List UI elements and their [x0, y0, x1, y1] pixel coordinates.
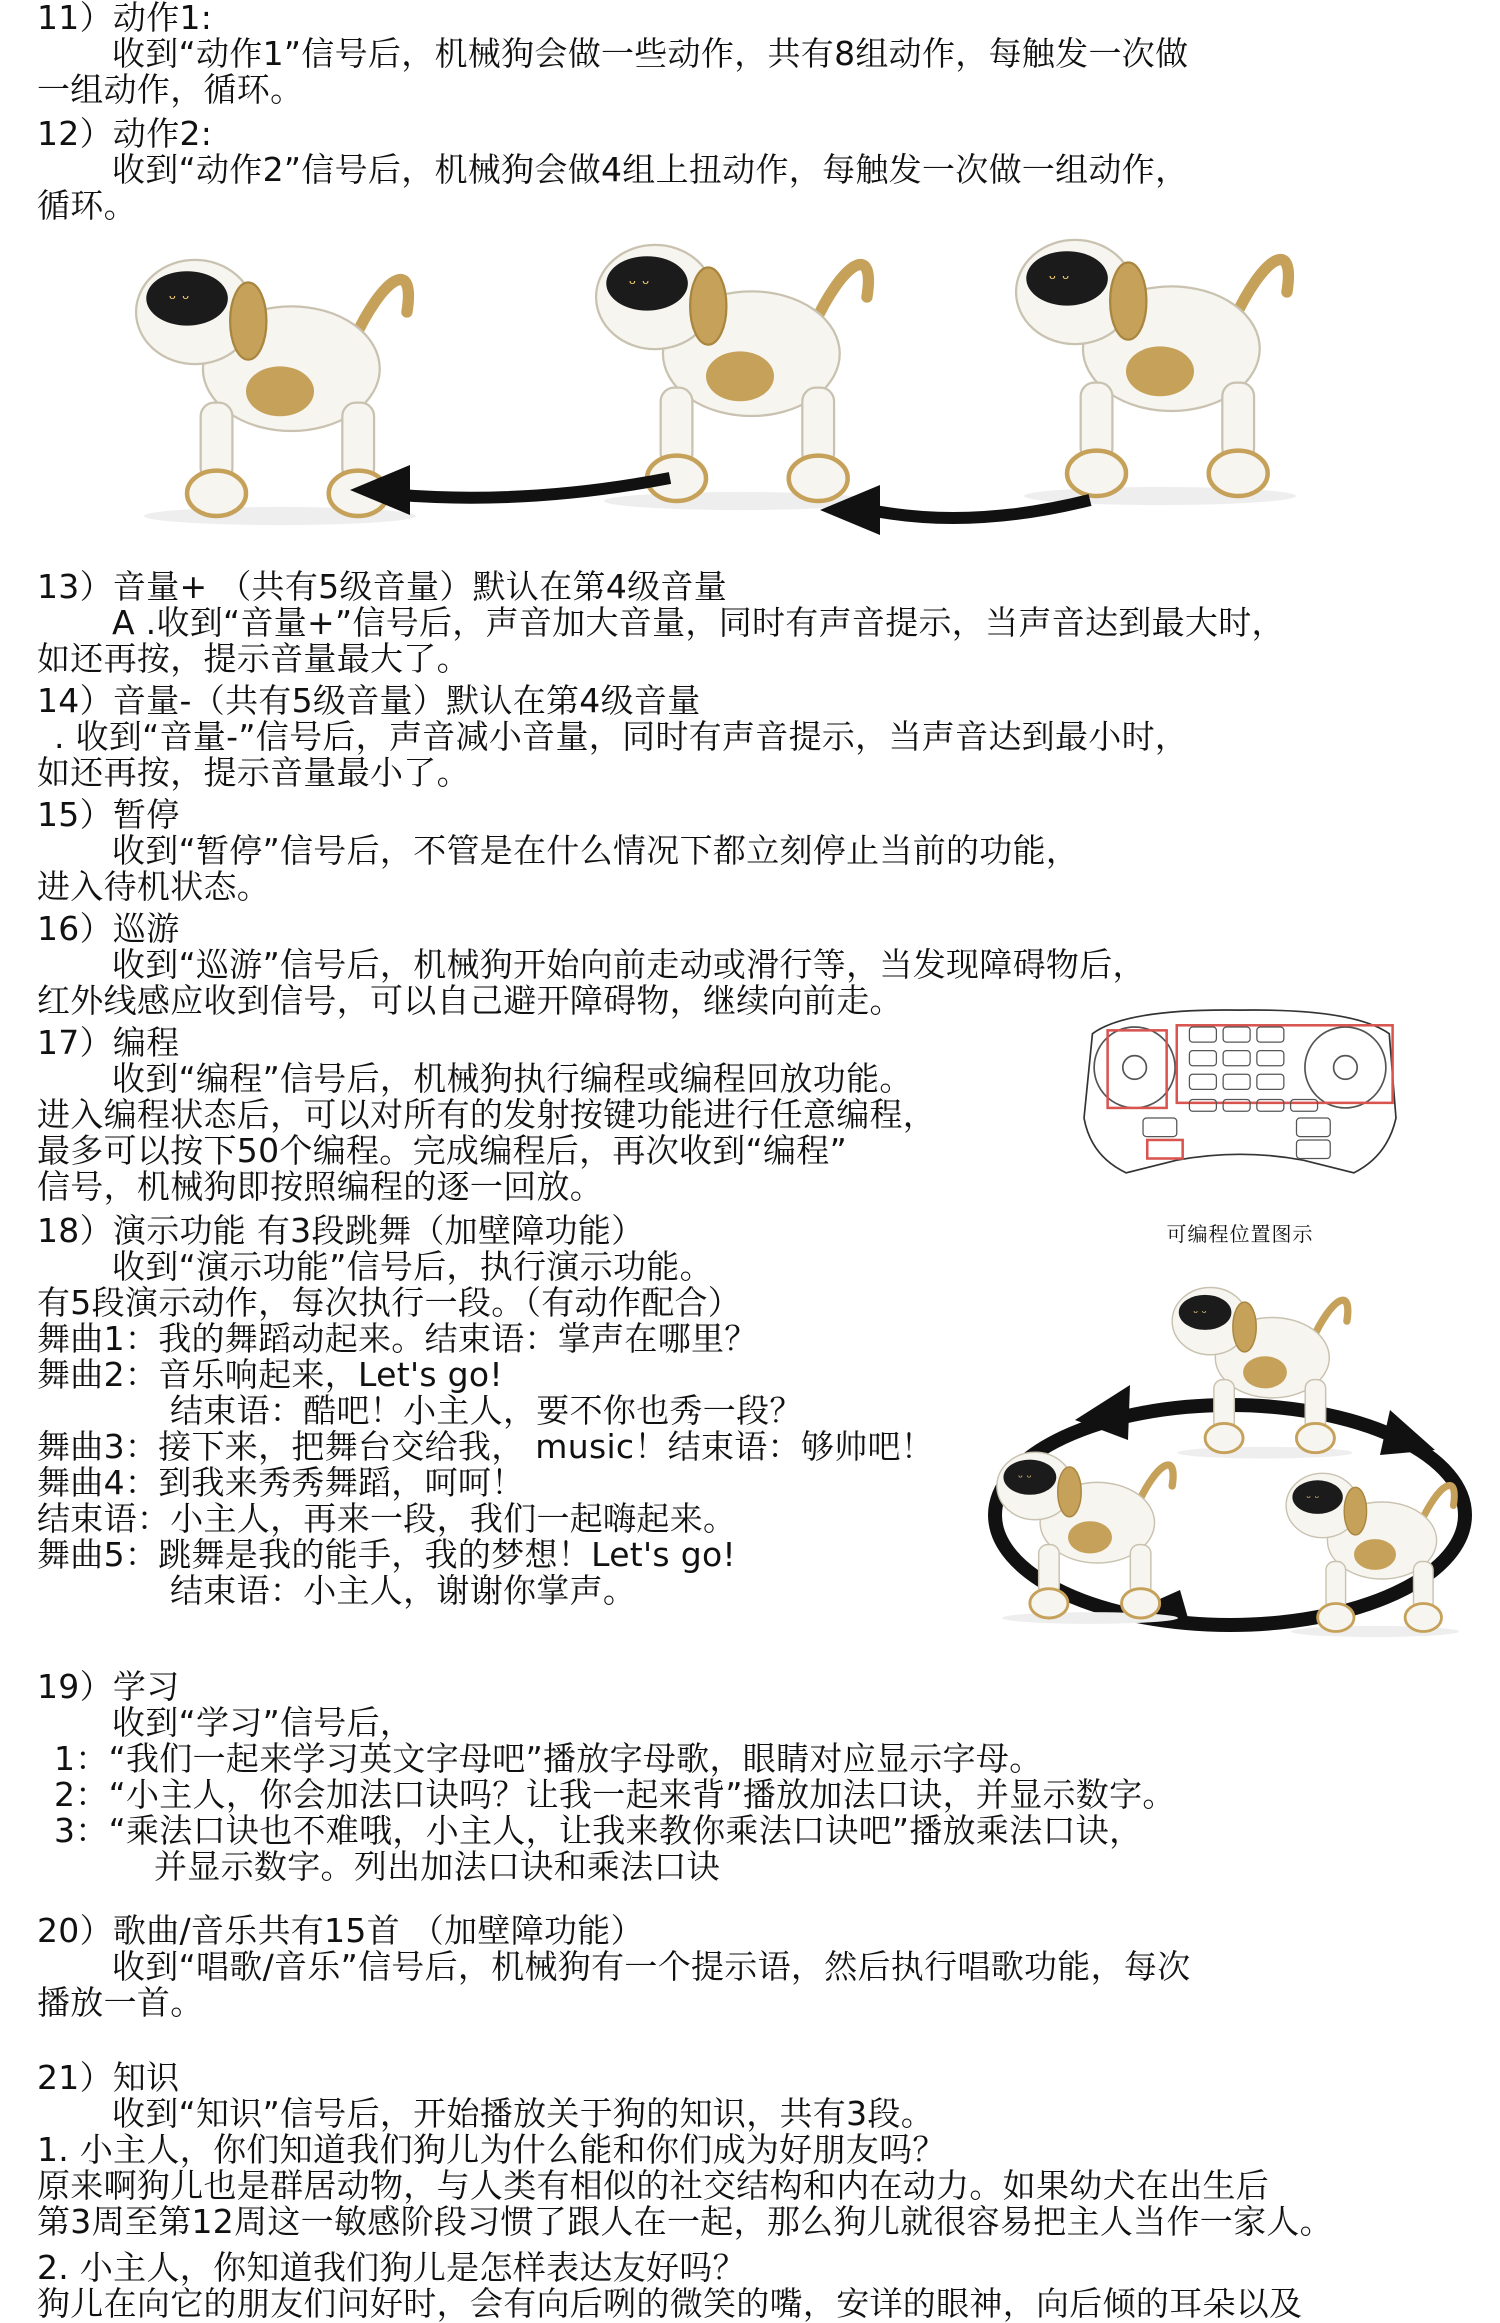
section-18-line: 舞曲1：我的舞蹈动起来。结束语：掌声在哪里？: [37, 1319, 758, 1358]
remote-control-figure: [1045, 1000, 1435, 1255]
action-dogs-figure: [110, 210, 1370, 540]
section-20-heading: 20）歌曲/音乐共有15首 （加壁障功能）: [37, 1911, 644, 1950]
section-17-line: 收到“编程”信号后，机械狗执行编程或编程回放功能。: [112, 1059, 913, 1098]
section-17-line: 最多可以按下50个编程。完成编程后，再次收到“编程”: [37, 1131, 847, 1170]
section-14-line: 如还再按，提示音量最小了。: [37, 753, 470, 792]
section-21-heading: 21）知识: [37, 2058, 180, 2097]
section-19-line: 收到“学习”信号后，: [112, 1703, 414, 1742]
section-21-line: 狗儿在向它的朋友们问好时，会有向后咧的微笑的嘴，安详的眼神，向后倾的耳朵以及: [37, 2284, 1303, 2323]
section-12-line: 循环。: [37, 186, 137, 225]
section-16-heading: 16）巡游: [37, 909, 180, 948]
section-15-line: 进入待机状态。: [37, 867, 271, 906]
section-15-line: 收到“暂停”信号后，不管是在什么情况下都立刻停止当前的功能，: [112, 831, 1080, 870]
section-18-line: 结束语：酷吧！小主人，要不你也秀一段？: [170, 1391, 803, 1430]
section-18-line: 舞曲2：音乐响起来，Let's go!: [37, 1355, 503, 1394]
section-13-line: A .收到“音量+”信号后，声音加大音量，同时有声音提示，当声音达到最大时，: [112, 603, 1285, 642]
section-15-heading: 15）暂停: [37, 795, 180, 834]
section-19-line: 3：“乘法口诀也不难哦，小主人，让我来教你乘法口诀吧”播放乘法口诀，: [54, 1811, 1143, 1850]
section-18-line: 舞曲5：跳舞是我的能手，我的梦想！Let's go!: [37, 1535, 736, 1574]
section-19-line: 1：“我们一起来学习英文字母吧”播放字母歌，眼睛对应显示字母。: [54, 1739, 1043, 1778]
section-18-line: 舞曲4：到我来秀秀舞蹈，呵呵！: [37, 1463, 525, 1502]
section-20-line: 收到“唱歌/音乐”信号后，机械狗有一个提示语，然后执行唱歌功能，每次: [112, 1947, 1191, 1986]
section-18-line: 结束语：小主人，谢谢你掌声。: [170, 1571, 637, 1610]
section-19-heading: 19）学习: [37, 1667, 180, 1706]
section-16-line: 红外线感应收到信号，可以自己避开障碍物，继续向前走。: [37, 981, 903, 1020]
section-20-line: 播放一首。: [37, 1983, 204, 2022]
section-18-heading: 18）演示功能 有3段跳舞（加壁障功能）: [37, 1211, 645, 1250]
section-21-line: 收到“知识”信号后，开始播放关于狗的知识，共有3段。: [112, 2094, 934, 2133]
section-18-line: 收到“演示功能”信号后，执行演示功能。: [112, 1247, 713, 1286]
section-13-heading: 13）音量+ （共有5级音量）默认在第4级音量: [37, 567, 728, 606]
section-11-line: 一组动作，循环。: [37, 70, 304, 109]
section-13-line: 如还再按，提示音量最大了。: [37, 639, 470, 678]
section-17-line: 信号，机械狗即按照编程的逐一回放。: [37, 1167, 604, 1206]
section-21-line: 1. 小主人，你们知道我们狗儿为什么能和你们成为好朋友吗？: [37, 2130, 946, 2169]
section-11-heading: 11）动作1:: [37, 0, 213, 37]
section-12-heading: 12）动作2:: [37, 114, 213, 153]
section-14-heading: 14）音量-（共有5级音量）默认在第4级音量: [37, 681, 701, 720]
section-21-line: 原来啊狗儿也是群居动物，与人类有相似的社交结构和内在动力。如果幼犬在出生后: [37, 2166, 1270, 2205]
section-18-line: 结束语：小主人，再来一段，我们一起嗨起来。: [37, 1499, 737, 1538]
dance-dogs-figure: [980, 1270, 1480, 1670]
section-12-line: 收到“动作2”信号后，机械狗会做4组上扭动作，每触发一次做一组动作，: [112, 150, 1189, 189]
section-11-line: 收到“动作1”信号后，机械狗会做一些动作，共有8组动作，每触发一次做: [112, 34, 1189, 73]
section-18-line: 有5段演示动作，每次执行一段。（有动作配合）: [37, 1283, 742, 1322]
section-18-line: 舞曲3：接下来，把舞台交给我， music！结束语：够帅吧！: [37, 1427, 935, 1466]
remote-figure-caption: 可编程位置图示: [1166, 1222, 1314, 1246]
section-17-heading: 17）编程: [37, 1023, 180, 1062]
section-19-line: 2：“小主人，你会加法口诀吗？让我一起来背”播放加法口诀，并显示数字。: [54, 1775, 1176, 1814]
section-14-line: . 收到“音量-”信号后，声音减小音量，同时有声音提示，当声音达到最小时，: [54, 717, 1189, 756]
section-16-line: 收到“巡游”信号后，机械狗开始向前走动或滑行等，当发现障碍物后，: [112, 945, 1146, 984]
section-21-line: 2. 小主人，你知道我们狗儿是怎样表达友好吗？: [37, 2248, 746, 2287]
section-17-line: 进入编程状态后，可以对所有的发射按键功能进行任意编程，: [37, 1095, 937, 1134]
section-19-line: 并显示数字。列出加法口诀和乘法口诀: [154, 1847, 721, 1886]
section-21-line: 第3周至第12周这一敏感阶段习惯了跟人在一起，那么狗儿就很容易把主人当作一家人。: [37, 2202, 1333, 2241]
